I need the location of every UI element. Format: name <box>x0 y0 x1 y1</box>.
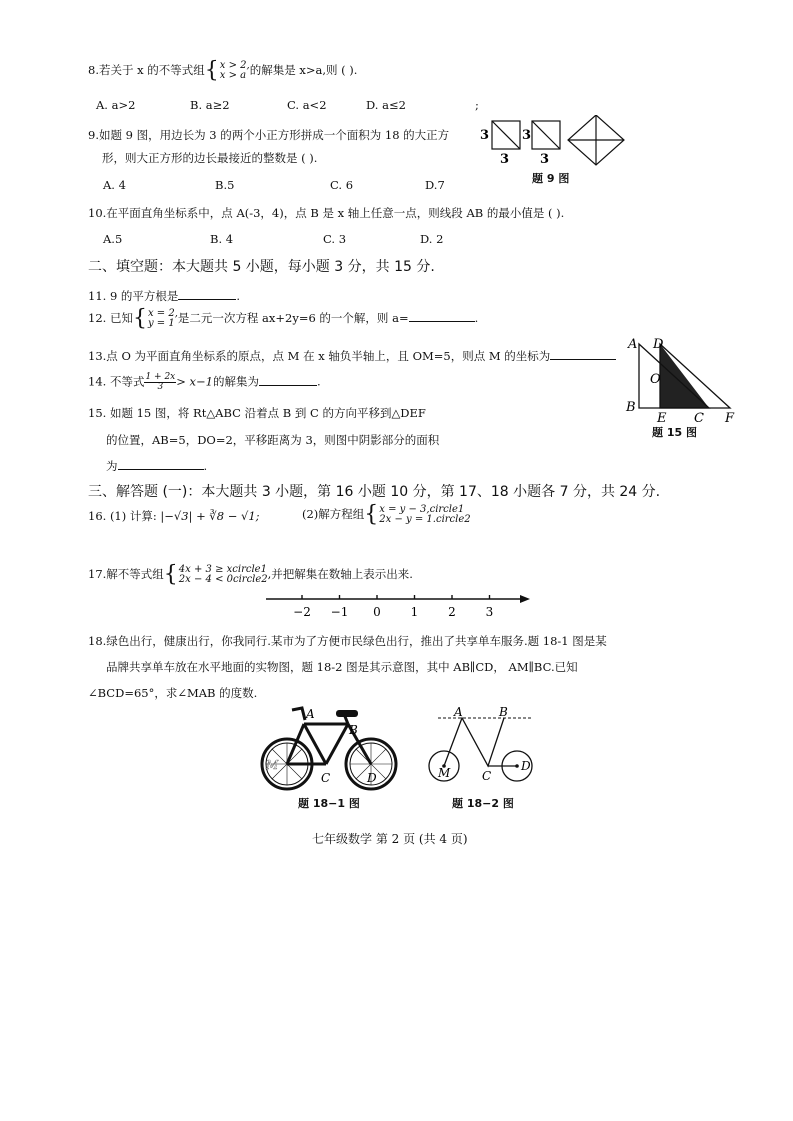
q17-eq2: 2x − 4 < 0circle2 <box>178 574 268 585</box>
figure-18-2-schematic <box>420 702 545 792</box>
q17-system <box>179 565 268 585</box>
q12-system <box>148 309 178 329</box>
q8-eq2: x > a <box>219 70 247 81</box>
fig18-1-label-m: M <box>266 758 279 772</box>
q15-end: . <box>203 459 208 473</box>
fig18-1-label-d: D <box>367 771 377 785</box>
section-3-heading: 三、解答题 (一)：本大题共 3 小题，第 16 小题 10 分，第 17、18 小题各 7 分，共 24 分. <box>88 484 661 500</box>
q10-option-d: D. 2 <box>420 232 444 246</box>
q10-text: 10.在平面直角坐标系中，点 A(-3，4)，点 B 是 x 轴上任意一点，则线段 AB 的最小值是 ( ). <box>88 206 565 220</box>
q17-prefix: 17.解不等式组 <box>88 567 164 581</box>
brace-icon: { <box>163 562 178 587</box>
q14-inequality: > x−1 <box>176 374 213 389</box>
q18-line2: 品牌共享单车放在水平地面的实物图，题 18-2 图是其示意图，其中 AB∥CD， AM∥BC.已知 <box>106 660 578 674</box>
q8-eq1: x > 2, <box>219 60 250 71</box>
q9-option-d: D.7 <box>425 178 445 192</box>
q12-suffix: 是二元一次方程 ax+2y=6 的一个解，则 a= <box>177 311 409 325</box>
fig15-label-d: D <box>653 337 664 352</box>
fig18-2-caption: 题 18−2 图 <box>452 797 514 810</box>
section-2-heading: 二、填空题：本大题共 5 小题，每小题 3 分，共 15 分. <box>88 259 435 275</box>
q11-end: . <box>236 289 241 303</box>
number-line-tick-label: 0 <box>373 605 381 619</box>
number-line-tick-label: −2 <box>293 605 311 619</box>
fig9-label-1: 3 <box>480 128 490 143</box>
fig18-2-label-m: M <box>438 766 451 780</box>
q15-line3 <box>106 458 207 473</box>
number-line-tick-label: −1 <box>330 605 349 619</box>
q10-option-a: A.5 <box>103 232 123 246</box>
fig18-2-label-d: D <box>521 759 531 773</box>
q13-text: 13.点 O 为平面直角坐标系的原点，点 M 在 x 轴负半轴上，且 OM=5，则点 M 的坐标为 <box>88 349 551 363</box>
fig15-label-f: F <box>725 411 735 424</box>
q9-line1: 9.如题 9 图，用边长为 3 的两个小正方形拼成一个面积为 18 的大正方 <box>88 128 450 142</box>
q12-eq2: y = 1 <box>147 318 175 329</box>
q16-part1-expression: |−√3| + ∛8 − √1; <box>160 509 260 523</box>
q16-part2-prefix: (2)解方程组 <box>302 507 365 521</box>
q18-line1: 18.绿色出行，健康出行，你我同行.某市为了方便市民绿色出行，推出了共享单车服务.题 18-1 图是某 <box>88 634 607 648</box>
fig9-label-2: 3 <box>500 152 510 167</box>
fig15-label-e: E <box>657 411 667 424</box>
number-line-tick-label: 2 <box>448 605 456 619</box>
fig18-2-label-c: C <box>482 769 492 783</box>
q9-option-b: B.5 <box>215 178 235 192</box>
q9-line2: 形，则大正方形的边长最接近的整数是 ( ). <box>102 151 318 165</box>
bike-frame <box>287 708 371 764</box>
q14-end: . <box>316 374 321 389</box>
figure-18-1-bicycle <box>258 702 400 792</box>
figure-9 <box>478 115 633 170</box>
q8-system <box>220 61 250 81</box>
q12-blank <box>409 310 475 322</box>
fig18-1-caption: 题 18−1 图 <box>298 797 360 810</box>
brace-icon: { <box>204 58 219 83</box>
fig18-1-label-b: B <box>349 723 358 737</box>
fig18-1-label-a: A <box>306 707 315 721</box>
q15-line1: 15. 如题 15 图，将 Rt△ABC 沿着点 B 到 C 的方向平移到△DEF <box>88 406 426 420</box>
fig15-caption: 题 15 图 <box>652 426 697 439</box>
question-17 <box>88 564 413 586</box>
q8-option-d: D. a≤2 <box>366 98 406 112</box>
number-line <box>262 590 534 620</box>
q8-option-a: A. a>2 <box>96 98 136 112</box>
q14-numerator: 1 + 2x <box>145 372 176 382</box>
brace-icon: { <box>364 502 379 527</box>
q14-fraction <box>144 373 176 392</box>
fig18-2-label-b: B <box>499 705 508 719</box>
question-8 <box>88 60 357 82</box>
q8-option-c: C. a<2 <box>287 98 327 112</box>
fig9-caption: 题 9 图 <box>532 172 570 185</box>
page-footer: 七年级数学 第 2 页 (共 4 页) <box>312 832 468 846</box>
q12-end: . <box>474 311 479 325</box>
fig9-label-4: 3 <box>540 152 550 167</box>
q8-option-b: B. a≥2 <box>190 98 230 112</box>
number-line-tick-label: 1 <box>410 605 419 619</box>
question-12 <box>88 308 478 330</box>
fig18-2-label-a: A <box>454 705 463 719</box>
fig18-2-frame <box>444 718 504 766</box>
q18-line3: ∠BCD=65°，求∠MAB 的度数. <box>88 686 258 700</box>
number-line-tick-label: 3 <box>485 605 494 619</box>
fig18-2-point-d <box>515 764 519 768</box>
q9-option-a: A. 4 <box>103 178 126 192</box>
q14-blank <box>259 374 317 386</box>
q13-blank <box>550 348 616 360</box>
q16-eq1: x = y − 3,circle1 <box>379 504 465 515</box>
fig15-shaded-region <box>660 344 709 408</box>
fig15-label-o: O <box>650 372 661 387</box>
q16-eq2: 2x − y = 1.circle2 <box>379 514 471 525</box>
q14-denominator: 3 <box>157 382 164 392</box>
q8-suffix: 的解集是 x>a,则 ( ). <box>249 63 358 77</box>
fig18-1-label-c: C <box>321 771 331 785</box>
figure-15 <box>620 332 740 424</box>
q16-part1-prefix: 16. (1) 计算: <box>88 509 157 523</box>
q11-blank <box>178 288 236 300</box>
q12-prefix: 12. 已知 <box>88 311 133 325</box>
q8-prefix: 8.若关于 x 的不等式组 <box>88 63 205 77</box>
fig9-diagonal-2 <box>532 121 560 149</box>
fig9-diagonal-1 <box>492 121 520 149</box>
q9-option-c: C. 6 <box>330 178 354 192</box>
fig15-label-c: C <box>694 411 704 424</box>
q14-prefix: 14. 不等式 <box>88 374 145 389</box>
q16-part1 <box>88 509 260 523</box>
q15-line3-prefix: 为 <box>106 459 118 473</box>
q14-suffix: 的解集为 <box>212 374 259 389</box>
q16-system <box>379 505 470 525</box>
question-13 <box>88 348 616 363</box>
question-14 <box>88 373 321 392</box>
q15-line2: 的位置，AB=5，DO=2，平移距离为 3，则图中阴影部分的面积 <box>106 433 440 447</box>
number-line-arrow-icon <box>520 595 530 603</box>
fig15-label-b: B <box>626 400 636 415</box>
q11-text: 11. 9 的平方根是 <box>88 289 179 303</box>
q10-option-b: B. 4 <box>210 232 234 246</box>
brace-icon: { <box>132 306 147 331</box>
fig9-label-3: 3 <box>522 128 532 143</box>
fig15-label-a: A <box>628 337 638 352</box>
bike-seat <box>336 710 358 717</box>
q12-eq1: x = 2, <box>147 308 178 319</box>
q17-suffix: ,并把解集在数轴上表示出来. <box>267 567 413 581</box>
q15-blank <box>118 458 204 470</box>
q17-eq1: 4x + 3 ≥ xcircle1 <box>178 564 267 575</box>
q8-stray: ; <box>475 98 479 112</box>
q10-option-c: C. 3 <box>323 232 347 246</box>
q16-part2 <box>302 504 471 526</box>
question-11 <box>88 288 240 303</box>
